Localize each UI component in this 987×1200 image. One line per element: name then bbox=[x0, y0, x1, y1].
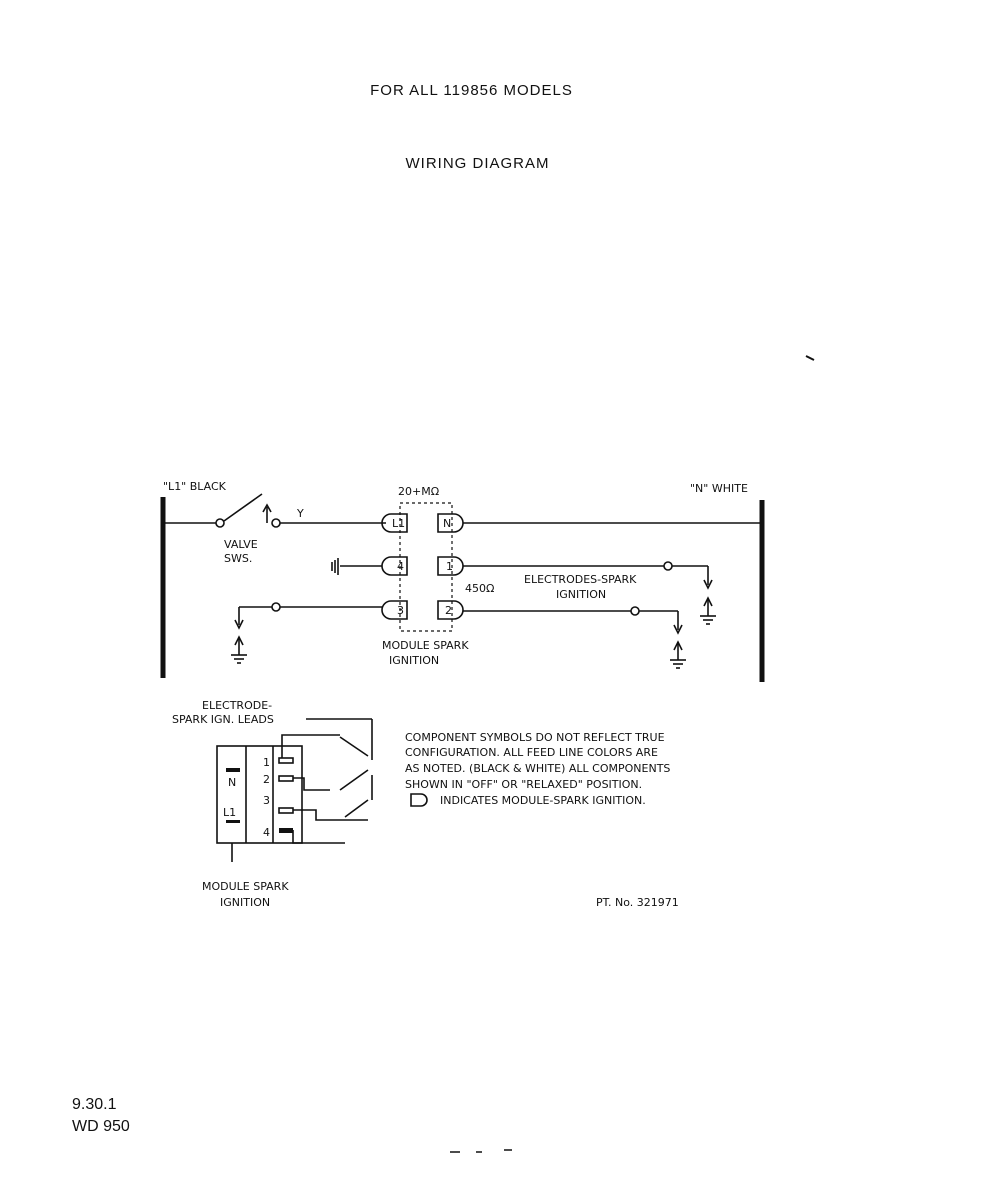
scan-mark bbox=[450, 1150, 512, 1152]
module-label: MODULE SPARK bbox=[382, 639, 469, 652]
wire-y-label: Y bbox=[297, 507, 304, 520]
n-white-label: "N" WHITE bbox=[690, 482, 748, 495]
terminal-4 bbox=[382, 557, 407, 575]
note-line-2: CONFIGURATION. ALL FEED LINE COLORS ARE bbox=[405, 746, 658, 759]
svg-text:N: N bbox=[443, 517, 452, 530]
pin-1: 1 bbox=[263, 756, 270, 769]
terminal-1 bbox=[438, 557, 463, 575]
note-line-5: INDICATES MODULE-SPARK IGNITION. bbox=[440, 794, 646, 807]
l1-black-label: "L1" BLACK bbox=[163, 480, 226, 493]
terminal-n bbox=[438, 514, 463, 532]
svg-text:2: 2 bbox=[445, 604, 452, 617]
ground-icon bbox=[670, 642, 686, 668]
pin-3: 3 bbox=[263, 794, 270, 807]
terminal-3 bbox=[382, 601, 407, 619]
terminal-4-lead bbox=[332, 558, 382, 575]
scan-mark bbox=[806, 356, 814, 360]
part-number: PT. No. 321971 bbox=[596, 896, 679, 909]
left-terminal-n: N bbox=[228, 776, 237, 789]
module-label-lower: MODULE SPARK bbox=[202, 880, 289, 893]
module-label-lower-2: IGNITION bbox=[220, 896, 271, 909]
module-symbol-icon bbox=[411, 794, 427, 806]
svg-text:4: 4 bbox=[397, 560, 404, 573]
pin-4: 4 bbox=[263, 826, 270, 839]
svg-text:1: 1 bbox=[446, 560, 453, 573]
left-terminal-l1: L1 bbox=[223, 806, 237, 819]
electrodes-label: ELECTRODES-SPARK bbox=[524, 573, 637, 586]
pin-2: 2 bbox=[263, 773, 270, 786]
note-line-4: SHOWN IN "OFF" OR "RELAXED" POSITION. bbox=[405, 778, 643, 791]
page-title: FOR ALL 119856 MODELS bbox=[370, 82, 573, 99]
svg-text:3: 3 bbox=[397, 604, 404, 617]
footer-code-2: WD 950 bbox=[72, 1118, 130, 1135]
leads-label-2: SPARK IGN. LEADS bbox=[172, 713, 274, 726]
resistance-side-label: 450Ω bbox=[465, 582, 495, 595]
footer-code-1: 9.30.1 bbox=[72, 1096, 117, 1113]
ground-icon bbox=[700, 598, 716, 624]
electrodes-label-2: IGNITION bbox=[556, 588, 607, 601]
note-line-3: AS NOTED. (BLACK & WHITE) ALL COMPONENTS bbox=[405, 762, 671, 775]
module-label-2: IGNITION bbox=[389, 654, 440, 667]
valve-label: VALVE bbox=[224, 538, 258, 551]
diagram-title: WIRING DIAGRAM bbox=[405, 155, 550, 172]
leads-label: ELECTRODE- bbox=[202, 699, 273, 712]
svg-text:L1: L1 bbox=[392, 517, 406, 530]
valve-switch bbox=[163, 494, 386, 527]
note-line-1: COMPONENT SYMBOLS DO NOT REFLECT TRUE bbox=[405, 731, 665, 744]
ground-icon bbox=[231, 637, 247, 663]
electrode-3-lead bbox=[235, 603, 382, 628]
sws-label: SWS. bbox=[224, 552, 253, 565]
electrode-2-lead bbox=[463, 607, 682, 633]
terminal-2 bbox=[438, 601, 463, 619]
resistance-top-label: 20+MΩ bbox=[398, 485, 440, 498]
